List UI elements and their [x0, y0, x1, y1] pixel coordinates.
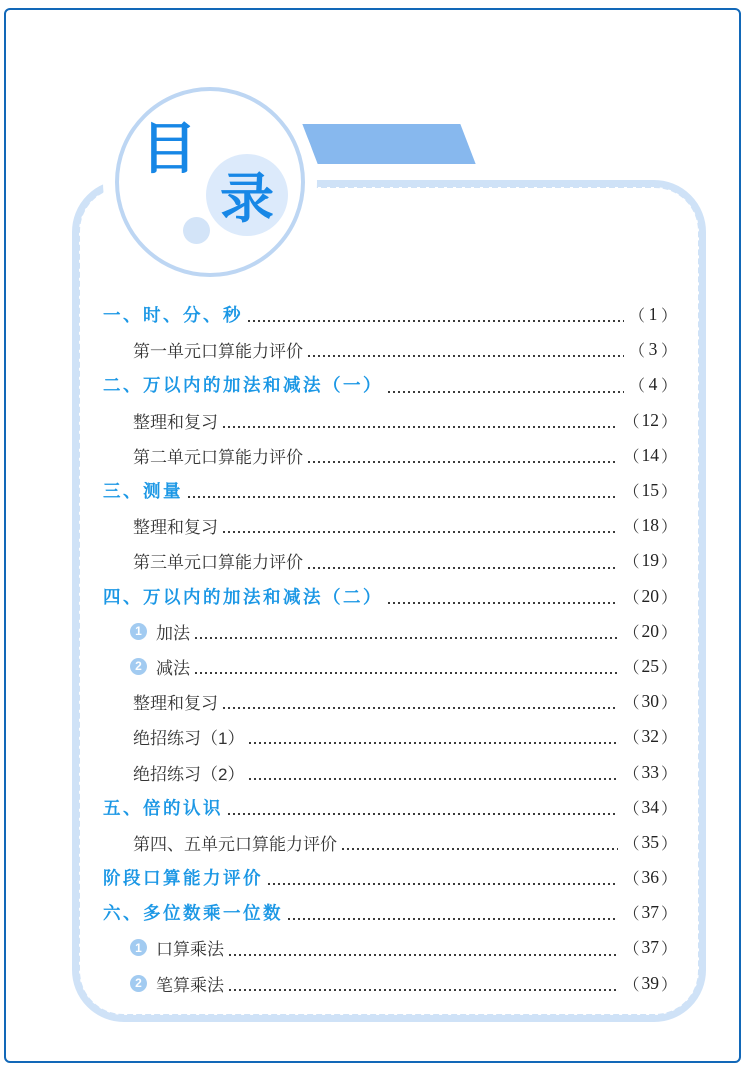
- dotted-leader: [342, 848, 618, 850]
- toc-page-number: [623, 901, 677, 924]
- page-number-value: 19: [641, 550, 659, 571]
- paren-close: ）: [660, 976, 677, 994]
- dotted-leader: [249, 742, 618, 744]
- paren-close: ）: [660, 554, 677, 572]
- toc-item-label: 口算乘法: [156, 940, 224, 960]
- paren-open: （: [623, 413, 640, 431]
- paren-open: （: [623, 765, 640, 783]
- paren-close: ）: [660, 695, 677, 713]
- paren-open: （: [623, 800, 640, 818]
- toc-page-number: [623, 761, 677, 784]
- page-number-value: 20: [641, 620, 659, 641]
- paren-open: （: [623, 730, 640, 748]
- item-number-badge: 2: [130, 658, 147, 675]
- toc-item-label: 绝招练习（1）: [133, 729, 245, 749]
- dotted-leader: [229, 954, 618, 956]
- toc-page-number: [623, 972, 677, 995]
- decor-dot: [183, 217, 210, 244]
- page-number-value: 34: [641, 796, 659, 817]
- paren-close: ）: [660, 484, 677, 502]
- dotted-leader: [229, 989, 618, 991]
- toc-item-label: 第二单元口算能力评价: [133, 447, 303, 467]
- page-title-char-2: 录: [220, 169, 274, 229]
- toc-page-number: [629, 303, 677, 326]
- item-number-badge: 1: [130, 939, 147, 956]
- dotted-leader: [228, 813, 618, 815]
- paren-open: （: [623, 659, 640, 677]
- page-number-value: 1: [648, 304, 658, 325]
- toc-item-label: 第四、五单元口算能力评价: [133, 834, 337, 854]
- toc-item-label: 阶段口算能力评价: [103, 868, 263, 889]
- toc-item-label: 第一单元口算能力评价: [133, 342, 303, 362]
- toc-item-label: 减法: [156, 658, 190, 678]
- paren-close: ）: [660, 413, 677, 431]
- toc-row: [103, 579, 677, 614]
- page-number-value: 3: [648, 339, 658, 360]
- toc-item-label: 第三单元口算能力评价: [133, 553, 303, 573]
- paren-open: （: [623, 976, 640, 994]
- dotted-leader: [223, 426, 618, 428]
- dotted-leader: [223, 707, 618, 709]
- toc-item-label: 六、多位数乘一位数: [103, 903, 283, 924]
- dotted-leader: [188, 496, 618, 498]
- page-number-value: 36: [641, 867, 659, 888]
- page-number-value: 33: [641, 761, 659, 782]
- toc-page-number: [623, 444, 677, 467]
- title-small-circle: [206, 154, 288, 236]
- page-number-value: 39: [641, 972, 659, 993]
- toc-item-label: 五、倍的认识: [103, 797, 223, 818]
- paren-close: ）: [660, 765, 677, 783]
- paren-close: ）: [660, 519, 677, 537]
- toc-page-number: [623, 655, 677, 678]
- toc-page-number: [629, 338, 677, 361]
- page-number-value: 20: [641, 585, 659, 606]
- toc-row: [103, 332, 677, 367]
- item-number-badge: 2: [130, 975, 147, 992]
- paren-open: （: [623, 624, 640, 642]
- toc-item-label: 加法: [156, 623, 190, 643]
- toc-row: [103, 860, 677, 895]
- paren-open: （: [623, 871, 640, 889]
- page-number-value: 35: [641, 831, 659, 852]
- toc-page-number: [623, 585, 677, 608]
- toc-row: [103, 649, 677, 684]
- paren-close: ）: [660, 906, 677, 924]
- toc-page-number: [623, 831, 677, 854]
- paren-open: （: [628, 308, 645, 326]
- toc-row: [103, 790, 677, 825]
- dotted-leader: [195, 672, 618, 674]
- page-number-value: 18: [641, 515, 659, 536]
- paren-close: ）: [660, 589, 677, 607]
- page-number-value: 32: [641, 726, 659, 747]
- toc-item-label: 笔算乘法: [156, 975, 224, 995]
- page-number-value: 12: [641, 409, 659, 430]
- paren-close: ）: [660, 378, 677, 396]
- paren-open: （: [628, 378, 645, 396]
- paren-open: （: [623, 906, 640, 924]
- toc-page-number: [623, 514, 677, 537]
- toc-item-label: 二、万以内的加法和减法（一）: [103, 375, 383, 396]
- paren-open: （: [623, 835, 640, 853]
- page-number-value: 25: [641, 655, 659, 676]
- dotted-leader: [388, 602, 618, 604]
- page-number-value: 30: [641, 691, 659, 712]
- toc-row: [103, 966, 677, 1001]
- page-number-value: 37: [641, 902, 659, 923]
- paren-close: ）: [660, 343, 677, 361]
- paren-close: ）: [660, 941, 677, 959]
- dotted-leader: [223, 531, 618, 533]
- dotted-leader: [308, 567, 618, 569]
- page-number-value: 37: [641, 937, 659, 958]
- paren-open: （: [623, 695, 640, 713]
- toc-page-number: [623, 479, 677, 502]
- title-circle: [115, 87, 305, 277]
- paren-open: （: [623, 484, 640, 502]
- page-number-value: 14: [641, 444, 659, 465]
- toc-row: [103, 403, 677, 438]
- toc-list: [103, 297, 677, 1001]
- toc-row: [103, 614, 677, 649]
- toc-page-number: [623, 796, 677, 819]
- toc-row: [103, 825, 677, 860]
- page-number-value: 4: [648, 374, 658, 395]
- item-number-badge: 1: [130, 623, 147, 640]
- toc-row: [103, 895, 677, 930]
- toc-page-number: [623, 549, 677, 572]
- paren-close: ）: [660, 624, 677, 642]
- paren-close: ）: [660, 800, 677, 818]
- toc-row: [103, 684, 677, 719]
- dotted-leader: [268, 883, 618, 885]
- paren-close: ）: [660, 871, 677, 889]
- toc-page-number: [629, 373, 677, 396]
- paren-open: （: [623, 941, 640, 959]
- toc-row: [103, 543, 677, 578]
- paren-open: （: [623, 589, 640, 607]
- paren-close: ）: [660, 835, 677, 853]
- toc-item-label: 四、万以内的加法和减法（二）: [103, 586, 383, 607]
- page-title-char-1: 目: [141, 117, 197, 180]
- toc-row: [103, 719, 677, 754]
- page-number-value: 15: [641, 480, 659, 501]
- toc-item-label: 三、测量: [103, 481, 183, 502]
- dotted-leader: [195, 637, 618, 639]
- header-ribbon-shape: [302, 124, 475, 164]
- paren-close: ）: [660, 659, 677, 677]
- paren-close: ）: [660, 308, 677, 326]
- toc-row: [103, 367, 677, 402]
- dotted-leader: [249, 778, 618, 780]
- toc-row: [103, 438, 677, 473]
- toc-row: [103, 473, 677, 508]
- paren-open: （: [623, 448, 640, 466]
- paren-open: （: [623, 554, 640, 572]
- toc-item-label: 一、时、分、秒: [103, 305, 243, 326]
- paren-close: ）: [660, 448, 677, 466]
- paren-open: （: [623, 519, 640, 537]
- dotted-leader: [388, 391, 624, 393]
- toc-page-number: [623, 936, 677, 959]
- toc-row: [103, 754, 677, 789]
- toc-row: [103, 930, 677, 965]
- toc-page-number: [623, 725, 677, 748]
- paren-close: ）: [660, 730, 677, 748]
- toc-page-number: [623, 866, 677, 889]
- paren-open: （: [628, 343, 645, 361]
- toc-item-label: 整理和复习: [133, 694, 218, 714]
- dotted-leader: [308, 355, 624, 357]
- toc-page-number: [623, 690, 677, 713]
- toc-item-label: 整理和复习: [133, 518, 218, 538]
- toc-page-number: [623, 409, 677, 432]
- toc-item-label: 绝招练习（2）: [133, 764, 245, 784]
- toc-page-number: [623, 620, 677, 643]
- toc-item-label: 整理和复习: [133, 412, 218, 432]
- toc-row: [103, 508, 677, 543]
- toc-row: [103, 297, 677, 332]
- dotted-leader: [308, 461, 618, 463]
- dotted-leader: [288, 918, 618, 920]
- dotted-leader: [248, 320, 624, 322]
